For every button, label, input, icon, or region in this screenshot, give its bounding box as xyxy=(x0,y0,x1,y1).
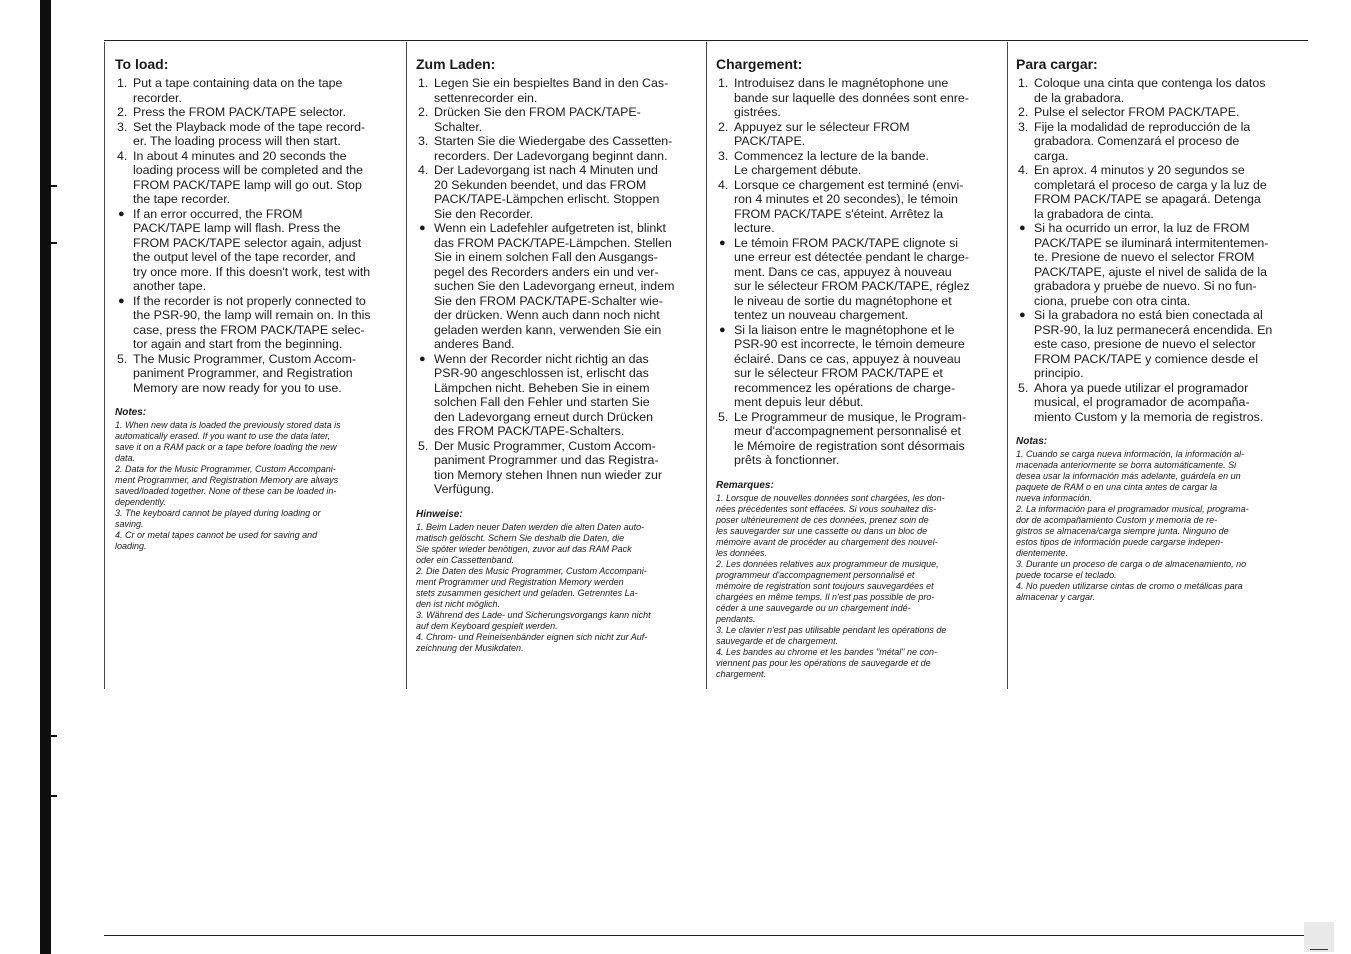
notes-title: Hinweise: xyxy=(416,508,463,520)
top-rule xyxy=(104,40,1308,41)
item-text: Put a tape containing data on the tape recorder. xyxy=(133,76,343,105)
item-marker: 1. xyxy=(1018,76,1029,90)
item-text: The Music Programmer, Custom Accom- paniment Programmer, and Registration Memory are now ready for you to use. xyxy=(133,351,357,395)
item-marker: 5. xyxy=(117,351,128,366)
item-marker: 5. xyxy=(1018,380,1029,395)
note-item: 3. Durante un proceso de carga o de almacenamiento, no puede tocarse el teclado. xyxy=(1016,559,1247,580)
note-item: 4. No pueden utilizarse cintas de cromo o metálicas para almacenar y cargar. xyxy=(1016,581,1243,602)
binding-mark xyxy=(51,735,57,737)
list-item xyxy=(115,105,401,120)
item-text: Commencez la lecture de la bande. Le chargement débute. xyxy=(734,148,929,177)
item-text: Le Programmeur de musique, le Program- meur d'accompagnement personnalisé et le Mémoire de registration sont désormais prêts à fonctionner. xyxy=(734,409,967,467)
item-marker: 2. xyxy=(1018,105,1029,119)
column-heading: Zum Laden: xyxy=(416,56,496,72)
item-marker: 5. xyxy=(418,438,429,453)
note-item: 2. La información para el programador musical, programa- dor de acompañamiento Custom y memoria de re- gistros se almacena/carga siempre junta. Ninguno de estos tipos de información puede cargarse indepen- dientemente. xyxy=(1016,504,1249,558)
bullet-icon: ● xyxy=(419,352,426,365)
note-item: 2. Die Daten des Music Programmer, Custom Accompani- ment Programmer und Registration Memory werden stets zusammen gesichert und geladen. Getrenntes La- den ist nicht möglich. xyxy=(416,565,647,609)
list-item xyxy=(416,105,702,134)
item-text: Introduisez dans le magnétophone une bande sur laquelle des données sont enre- gistrées. xyxy=(734,76,969,119)
item-marker: 5. xyxy=(718,409,729,424)
item-text: Legen Sie ein bespieltes Band in den Cas- settenrecorder ein. xyxy=(434,76,669,105)
page-corner-mark xyxy=(1310,949,1328,950)
notes-title: Notes: xyxy=(115,407,147,418)
page-corner-tab xyxy=(1304,922,1334,952)
list-item xyxy=(115,352,401,396)
list-item xyxy=(416,439,702,497)
notes-list xyxy=(115,420,401,552)
note-item: 4. Les bandes au chrome et les bandes "métal" ne con- viennent pas pour les opérations de sauvegarde et de chargement. xyxy=(716,646,938,679)
notes-section xyxy=(416,509,702,654)
note-item: 1. Cuando se carga nueva información, la información al- macenada anteriormente se borra automáticamente. Si desea usar la información más adelante, guárdela en un paquete de RAM o en una cinta antes de cargar la nueva información. xyxy=(1016,449,1245,503)
item-marker: 2. xyxy=(718,119,729,134)
item-marker: 1. xyxy=(718,76,729,90)
item-marker: 2. xyxy=(418,105,429,119)
list-item xyxy=(115,76,401,105)
item-text: If the recorder is not properly connected to the PSR-90, the lamp will remain on. In this case, press the FROM PACK/TAPE selec- tor again and start from the beginning. xyxy=(133,293,371,351)
list-item xyxy=(1016,76,1304,105)
item-marker: 4. xyxy=(117,148,128,163)
item-text: Si ha ocurrido un error, la luz de FROM PACK/TAPE se iluminará intermitentemen- te. Presione de nuevo el selector FROM PACK/TAPE, ajuste el nivel de salida de la grabadora y pruebe de nuevo. Si no fun- ciona, pruebe con otra cinta. xyxy=(1034,221,1269,308)
bullet-item xyxy=(115,207,401,294)
notes-list xyxy=(1016,449,1304,603)
item-text: If an error occurred, the FROM PACK/TAPE lamp will flash. Press the FROM PACK/TAPE selector again, adjust the output level of the tape recorder, and try once more. If this doesn't work, test with another tape. xyxy=(133,206,371,293)
list-item xyxy=(1016,163,1304,221)
item-text: Si la liaison entre le magnétophone et le PSR-90 est incorrecte, le témoin demeure éclairé. Dans ce cas, appuyez à nouveau sur le sélecteur FROM PACK/TAPE et recommencez les opérations de charge- ment depuis leur début. xyxy=(734,322,965,409)
bullet-icon: ● xyxy=(118,207,125,220)
item-marker: 3. xyxy=(117,119,128,134)
item-marker: 4. xyxy=(418,163,429,177)
list-item xyxy=(115,120,401,149)
item-text: Le témoin FROM PACK/TAPE clignote si une erreur est détectée pendant le charge- ment. Dans ce cas, appuyez à nouveau sur le sélecteur FROM PACK/TAPE, réglez le niveau de sortie du magnétophone et tentez un nouveau chargement. xyxy=(734,235,970,322)
notes-section xyxy=(1016,436,1304,603)
bullet-item xyxy=(416,221,702,352)
item-text: Der Music Programmer, Custom Accom- paniment Programmer und das Registra- tion Memory stehen Ihnen nun wieder zur Verfügung. xyxy=(434,438,662,496)
notes-list xyxy=(416,522,702,654)
item-marker: 3. xyxy=(718,148,729,163)
note-item: 3. The keyboard cannot be played during loading or saving. xyxy=(115,508,321,529)
list-item xyxy=(716,76,1002,120)
note-item: 3. Le clavier n'est pas utilisable pendant les opérations de sauvegarde et de chargement. xyxy=(716,624,947,646)
item-text: Starten Sie die Wiedergabe des Cassetten- recorders. Der Ladevorgang beginnt dann. xyxy=(434,134,673,163)
notes-list xyxy=(716,493,1002,680)
instruction-list xyxy=(416,76,702,497)
item-text: Press the FROM PACK/TAPE selector. xyxy=(133,105,346,119)
notes-title: Remarques: xyxy=(716,479,774,491)
bullet-icon: ● xyxy=(118,294,125,307)
bullet-item xyxy=(1016,308,1304,381)
bullet-icon: ● xyxy=(419,222,426,234)
bullet-item xyxy=(1016,221,1304,308)
list-item xyxy=(716,178,1002,236)
bullet-icon: ● xyxy=(1019,309,1026,321)
column-divider xyxy=(1007,42,1008,689)
notes-title: Notas: xyxy=(1016,436,1048,447)
list-item xyxy=(716,410,1002,468)
column-divider xyxy=(706,42,707,689)
column-heading: Para cargar: xyxy=(1016,56,1098,72)
column-heading: To load: xyxy=(115,56,169,72)
list-item xyxy=(115,149,401,207)
note-item: 1. When new data is loaded the previously stored data is automatically erased. If you want to use the data later, save it on a RAM pack or a tape before loading the new data. xyxy=(115,420,341,463)
instruction-list xyxy=(115,76,401,395)
list-item xyxy=(1016,120,1304,164)
instruction-list xyxy=(1016,76,1304,424)
note-item: 2. Data for the Music Programmer, Custom Accompani- ment Programmer, and Registration Memory are always saved/loaded together. None of these can be loaded in- dependently. xyxy=(115,464,339,507)
column-spanish xyxy=(1016,56,1304,603)
notes-section xyxy=(115,407,401,552)
list-item xyxy=(1016,381,1304,425)
item-marker: 4. xyxy=(718,177,729,192)
item-marker: 1. xyxy=(418,76,429,90)
binding-mark xyxy=(51,185,57,187)
list-item xyxy=(716,149,1002,178)
note-item: 4. Cr or metal tapes cannot be used for saving and loading. xyxy=(115,530,318,551)
column-english xyxy=(115,56,401,552)
bullet-icon: ● xyxy=(719,236,726,249)
note-item: 3. Während des Lade- und Sicherungsvorgangs kann nicht auf dem Keyboard gespielt werden. xyxy=(416,609,651,631)
bullet-icon: ● xyxy=(719,323,726,336)
item-text: Si la grabadora no está bien conectada al PSR-90, la luz permanecerá encendida. En este caso, presione de nuevo el selector FROM PACK/TAPE y comience desde el principio. xyxy=(1034,308,1273,380)
item-text: Der Ladevorgang ist nach 4 Minuten und 20 Sekunden beendet, und das FROM PACK/TAPE-Lämpchen erlischt. Stoppen Sie den Recorder. xyxy=(434,163,660,221)
bottom-rule xyxy=(104,935,1308,936)
item-text: Coloque una cinta que contenga los datos de la grabadora. xyxy=(1034,76,1266,105)
instruction-list xyxy=(716,76,1002,468)
list-item xyxy=(416,134,702,163)
list-item xyxy=(416,163,702,221)
note-item: 4. Chrom- und Reineisenbänder eignen sich nicht zur Auf- zeichnung der Musikdaten. xyxy=(416,631,648,653)
item-marker: 4. xyxy=(1018,163,1029,177)
item-marker: 1. xyxy=(117,76,128,90)
column-french xyxy=(716,56,1002,680)
list-item xyxy=(716,120,1002,149)
bullet-item xyxy=(115,294,401,352)
bullet-item xyxy=(416,352,702,439)
note-item: 2. Les données relatives aux programmeur de musique, programmeur d'accompagnement personnalisé et mémoire de registration sont toujours sauvegardées et chargées en même temps. Il n'est pas possible de pro- céder à une sauvegarde ou un chargement indé- pendants. xyxy=(716,558,939,624)
column-heading: Chargement: xyxy=(716,56,803,72)
item-text: Ahora ya puede utilizar el programador musical, el programador de acompaña- miento Custom y la memoria de registros. xyxy=(1034,380,1264,424)
item-text: Pulse el selector FROM PACK/TAPE. xyxy=(1034,105,1240,119)
item-text: In about 4 minutes and 20 seconds the loading process will be completed and the FROM PACK/TAPE lamp will go out. Stop the tape recorder. xyxy=(133,148,364,206)
binding-mark xyxy=(51,795,57,797)
notes-section xyxy=(716,480,1002,680)
bullet-item xyxy=(716,323,1002,410)
list-item xyxy=(416,76,702,105)
note-item: 1. Beim Laden neuer Daten werden die alten Daten auto- matisch gelöscht. Schern Sie deshalb die Daten, die Sie spöter wieder benötigen, zuvor auf das RAM Pack oder ein Cassettenband. xyxy=(416,521,645,565)
item-marker: 2. xyxy=(117,105,128,119)
item-text: Set the Playback mode of the tape record- er. The loading process will then start. xyxy=(133,119,366,148)
column-divider xyxy=(406,42,407,689)
item-text: Wenn ein Ladefehler aufgetreten ist, blinkt das FROM PACK/TAPE-Lämpchen. Stellen Sie in einem solchen Fall den Ausgangs- pegel des Recorders anders ein und ver- suchen Sie den Ladevorgang erneut, indem Sie den FROM PACK/TAPE-Schalter wie- der drücken. Wenn auch dann noch nicht geladen werden kann, verwenden Sie ein anderes Band. xyxy=(434,221,675,351)
column-divider xyxy=(104,42,105,689)
list-item xyxy=(1016,105,1304,120)
column-german xyxy=(416,56,702,654)
item-text: Wenn der Recorder nicht richtig an das PSR-90 angeschlossen ist, erlischt das Lämpchen nicht. Beheben Sie in einem solchen Fall den Fehler und starten Sie den Ladevorgang erneut durch Drücken des FROM PACK/TAPE-Schalters. xyxy=(434,351,654,438)
item-text: Drücken Sie den FROM PACK/TAPE- Schalter. xyxy=(434,105,641,134)
binding-edge xyxy=(40,0,51,954)
item-text: Appuyez sur le sélecteur FROM PACK/TAPE. xyxy=(734,119,910,148)
bullet-item xyxy=(716,236,1002,323)
item-marker: 3. xyxy=(418,134,429,148)
binding-mark xyxy=(51,242,57,244)
item-text: En aprox. 4 minutos y 20 segundos se completará el proceso de carga y la luz de FROM PACK/TAPE se apagará. Detenga la grabadora de cinta. xyxy=(1034,163,1267,221)
item-text: Fije la modalidad de reproducción de la grabadora. Comenzará el proceso de carga. xyxy=(1034,119,1251,163)
item-text: Lorsque ce chargement est terminé (envi- ron 4 minutes et 20 secondes), le témoin FROM PACK/TAPE s'éteint. Arrêtez la lecture. xyxy=(734,177,964,235)
bullet-icon: ● xyxy=(1019,222,1026,234)
item-marker: 3. xyxy=(1018,119,1029,134)
note-item: 1. Lorsque de nouvelles données sont chargées, les don- nées précédentes sont effacées. Si vous souhaitez dis- poser ultérieurement de ces données, prenez soin de les sauvegarder sur une cassette ou dans un bloc de mémoire avant de procéder au chargement des nouvel- les données. xyxy=(716,492,945,558)
